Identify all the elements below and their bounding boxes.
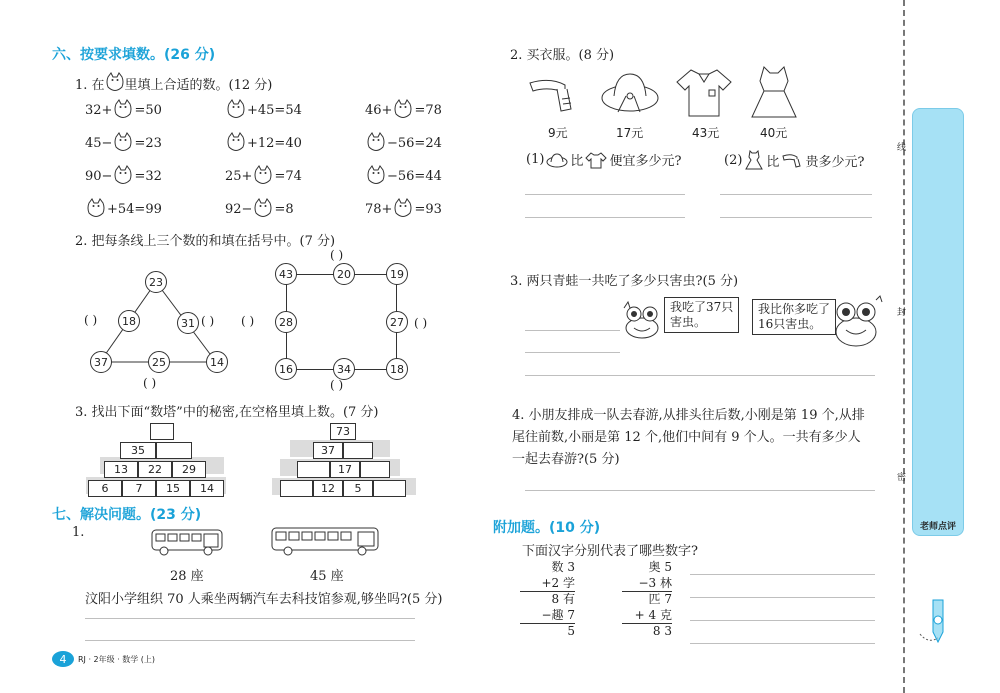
frog-left-icon — [620, 300, 665, 342]
p1-row1: 数 3 — [551, 560, 575, 574]
cat-answer-box-icon[interactable] — [226, 99, 246, 121]
square-frame — [286, 274, 397, 370]
triangle-bottom-paren[interactable]: ( ) — [143, 376, 157, 390]
cat-answer-box-icon[interactable] — [226, 132, 246, 154]
answer-line[interactable] — [525, 490, 875, 491]
s7-q1-text: 汶阳小学组织 70 人乘坐两辆汽车去科技馆参观,够坐吗?(5 分) — [85, 592, 443, 607]
dress-icon — [750, 65, 798, 120]
tower2-r3c1[interactable] — [297, 461, 330, 478]
q4-line2: 尾往前数,小丽是第 12 个,他们中间有 9 个人。一共有多少人 — [512, 430, 861, 445]
bonus-puzzle-1 — [520, 560, 575, 640]
p1-row2: +2 学 — [520, 576, 575, 593]
q1-equation — [85, 99, 162, 121]
cat-answer-box-icon[interactable] — [366, 165, 386, 187]
square-tr: 19 — [386, 263, 408, 285]
square-bm: 34 — [333, 358, 355, 380]
tower1-r4c4: 14 — [190, 480, 224, 497]
q1-equation — [225, 99, 302, 121]
square-left-paren[interactable]: ( ) — [241, 314, 255, 328]
r-q2-title: 2. 买衣服。(8 分) — [510, 48, 615, 63]
bonus-question: 下面汉字分别代表了哪些数字? — [522, 544, 698, 559]
hat-small-icon — [546, 152, 568, 168]
equation-right: =93 — [414, 201, 442, 217]
square-bottom-paren[interactable]: ( ) — [330, 378, 344, 392]
frog-right-icon — [830, 294, 885, 354]
tower2-r2c2[interactable] — [343, 442, 373, 459]
answer-line[interactable] — [85, 640, 415, 641]
sub2-compare: 比 — [766, 154, 780, 170]
scarf-small-icon — [781, 152, 803, 168]
sub-question-1 — [526, 150, 681, 169]
triangle-right-mid: 31 — [177, 312, 199, 334]
equation-left: 46+ — [365, 102, 393, 118]
q3-title: 3. 找出下面“数塔”中的秘密,在空格里填上数。(7 分) — [75, 405, 379, 420]
p2-row1: 奥 5 — [648, 560, 672, 574]
tower2-r4c3: 5 — [343, 480, 373, 497]
q1-equation — [85, 165, 162, 187]
equation-right: =50 — [134, 102, 162, 118]
scarf-icon — [525, 75, 580, 115]
q1-equation — [225, 198, 294, 220]
equation-right: =74 — [274, 168, 302, 184]
tower2-r2c1: 37 — [313, 442, 343, 459]
binding-cut-line — [903, 0, 905, 693]
q1-prefix: 1. 在 — [75, 77, 105, 93]
q4-line3: 一起去春游?(5 分) — [512, 452, 620, 467]
square-bl: 16 — [275, 358, 297, 380]
tower1-r2c1: 35 — [120, 442, 156, 459]
tower2-r4c4[interactable] — [373, 480, 406, 497]
shirt-price: 43元 — [692, 126, 720, 140]
p2-row5: 8 3 — [652, 624, 672, 638]
bus-28-icon — [150, 527, 225, 557]
q1-equation — [365, 198, 442, 220]
tower1-r4c3: 15 — [156, 480, 190, 497]
triangle-bottom-left: 37 — [90, 351, 112, 373]
p1-row5: 5 — [567, 624, 575, 638]
tower2-r4c2: 12 — [313, 480, 343, 497]
answer-line[interactable] — [690, 597, 875, 598]
square-right-paren[interactable]: ( ) — [414, 316, 428, 330]
equation-right: +12=40 — [247, 135, 302, 151]
p2-row4: + 4 克 — [622, 608, 672, 625]
s7-q1-number: 1. — [72, 525, 85, 540]
tower2-r3c3[interactable] — [360, 461, 390, 478]
dress-small-icon — [744, 150, 764, 170]
p2-row2: −3 林 — [622, 576, 672, 593]
tower1-r1[interactable] — [150, 423, 174, 440]
bonus-puzzle-2 — [622, 560, 672, 640]
binding-mark-secret: 密 — [897, 473, 907, 483]
square-tl: 43 — [275, 263, 297, 285]
tower1-r3c3: 29 — [172, 461, 206, 478]
tower1-r3c2: 22 — [138, 461, 172, 478]
cat-answer-box-icon — [105, 72, 125, 94]
equation-left: 45− — [85, 135, 113, 151]
dress-price: 40元 — [760, 126, 788, 140]
equation-right: =78 — [414, 102, 442, 118]
section-6-title: 六、按要求填数。(26 分) — [52, 47, 216, 63]
p1-row4: −趣 7 — [520, 608, 575, 625]
q1-suffix: 里填上合适的数。(12 分) — [124, 77, 273, 93]
equation-left: 78+ — [365, 201, 393, 217]
cat-answer-box-icon[interactable] — [366, 132, 386, 154]
tower1-r3c1: 13 — [104, 461, 138, 478]
p1-row3: 8 有 — [551, 592, 575, 606]
r-q3-title: 3. 两只青蛙一共吃了多少只害虫?(5 分) — [510, 274, 739, 289]
answer-line[interactable] — [720, 194, 872, 195]
equation-right: =32 — [134, 168, 162, 184]
section-7-title: 七、解决问题。(23 分) — [52, 507, 202, 523]
footer-text: RJ · 2年级 · 数学 (上) — [78, 655, 156, 664]
scarf-price: 9元 — [548, 126, 568, 140]
tower1-r2c2[interactable] — [156, 442, 192, 459]
q2-title: 2. 把每条线上三个数的和填在括号中。(7 分) — [75, 234, 336, 249]
answer-line[interactable] — [720, 217, 872, 218]
q1-instruction — [75, 72, 272, 94]
triangle-bottom-mid: 25 — [148, 351, 170, 373]
answer-line[interactable] — [85, 618, 415, 619]
sub1-number: (1) — [526, 152, 545, 167]
cat-answer-box-icon[interactable] — [113, 132, 133, 154]
tower2-r1: 73 — [330, 423, 356, 440]
bubble2-line1: 我比你多吃了 — [758, 302, 831, 316]
bus-45-seats: 45 座 — [310, 569, 344, 584]
bubble2-line2: 16只害虫。 — [758, 317, 822, 331]
hat-icon — [600, 68, 662, 118]
square-tm: 20 — [333, 263, 355, 285]
equation-right: +45=54 — [247, 102, 302, 118]
bubble1-line1: 我吃了37只 — [670, 300, 734, 314]
answer-line[interactable] — [690, 643, 875, 644]
equation-left: 92− — [225, 201, 253, 217]
equation-left: 90− — [85, 168, 113, 184]
q1-equation — [85, 198, 162, 220]
answer-line[interactable] — [525, 194, 685, 195]
answer-line[interactable] — [525, 375, 875, 376]
triangle-right-paren[interactable]: ( ) — [201, 314, 215, 328]
page-number-badge: 4 — [52, 651, 74, 667]
answer-line[interactable] — [690, 620, 875, 621]
q4-line1: 4. 小朋友排成一队去春游,从排头往后数,小刚是第 19 个,从排 — [512, 408, 865, 423]
r-q4-text — [512, 405, 865, 471]
tower2-r4c1[interactable] — [280, 480, 313, 497]
square-top-paren[interactable]: ( ) — [330, 248, 344, 262]
answer-line[interactable] — [525, 217, 685, 218]
binding-mark-seal: 封 — [897, 308, 907, 318]
equation-right: −56=44 — [387, 168, 442, 184]
sub1-question: 便宜多少元? — [609, 154, 682, 169]
cat-answer-box-icon[interactable] — [393, 198, 413, 220]
cat-answer-box-icon[interactable] — [393, 99, 413, 121]
sub2-question: 贵多少元? — [805, 154, 865, 170]
hat-price: 17元 — [616, 126, 644, 140]
answer-line[interactable] — [525, 330, 620, 331]
cat-answer-box-icon[interactable] — [253, 165, 273, 187]
equation-right: −56=24 — [387, 135, 442, 151]
answer-line[interactable] — [690, 574, 875, 575]
square-br: 18 — [386, 358, 408, 380]
shirt-icon — [675, 66, 733, 118]
sub2-number: (2) — [724, 152, 743, 168]
tower1-r4c2: 7 — [122, 480, 156, 497]
triangle-bottom-right: 14 — [206, 351, 228, 373]
bonus-title: 附加题。(10 分) — [493, 520, 601, 536]
equation-right: =23 — [134, 135, 162, 151]
q1-equation — [85, 132, 162, 154]
cat-answer-box-icon[interactable] — [113, 165, 133, 187]
equation-right: =8 — [274, 201, 294, 217]
q1-equation — [225, 165, 302, 187]
q1-equation — [365, 132, 442, 154]
p2-row3: 匹 7 — [648, 592, 672, 606]
triangle-left-paren[interactable]: ( ) — [84, 313, 98, 327]
triangle-top: 23 — [145, 271, 167, 293]
q1-equation — [365, 99, 442, 121]
equation-left: 32+ — [85, 102, 113, 118]
equation-right: +54=99 — [107, 201, 162, 217]
teacher-comment-panel — [912, 108, 964, 536]
bus-28-seats: 28 座 — [170, 569, 204, 584]
sub1-compare: 比 — [570, 154, 584, 169]
pencil-mascot-icon — [918, 598, 958, 648]
triangle-left-mid: 18 — [118, 310, 140, 332]
answer-line[interactable] — [525, 352, 620, 353]
sub-question-2 — [724, 150, 864, 170]
square-ml: 28 — [275, 311, 297, 333]
frog-right-speech — [752, 299, 836, 335]
cat-answer-box-icon[interactable] — [86, 198, 106, 220]
bus-45-icon — [270, 525, 382, 557]
frog-left-speech — [664, 297, 739, 333]
bubble1-line2: 害虫。 — [670, 315, 707, 329]
tower2-r3c2: 17 — [330, 461, 360, 478]
teacher-comment-label: 老师点评 — [919, 522, 956, 532]
q1-equation — [365, 165, 442, 187]
square-mr: 27 — [386, 311, 408, 333]
tower1-r4c1: 6 — [88, 480, 122, 497]
cat-answer-box-icon[interactable] — [253, 198, 273, 220]
cat-answer-box-icon[interactable] — [113, 99, 133, 121]
q1-equation — [225, 132, 302, 154]
shirt-small-icon — [585, 151, 607, 169]
binding-mark-line: 线 — [897, 143, 907, 153]
equation-left: 25+ — [225, 168, 253, 184]
